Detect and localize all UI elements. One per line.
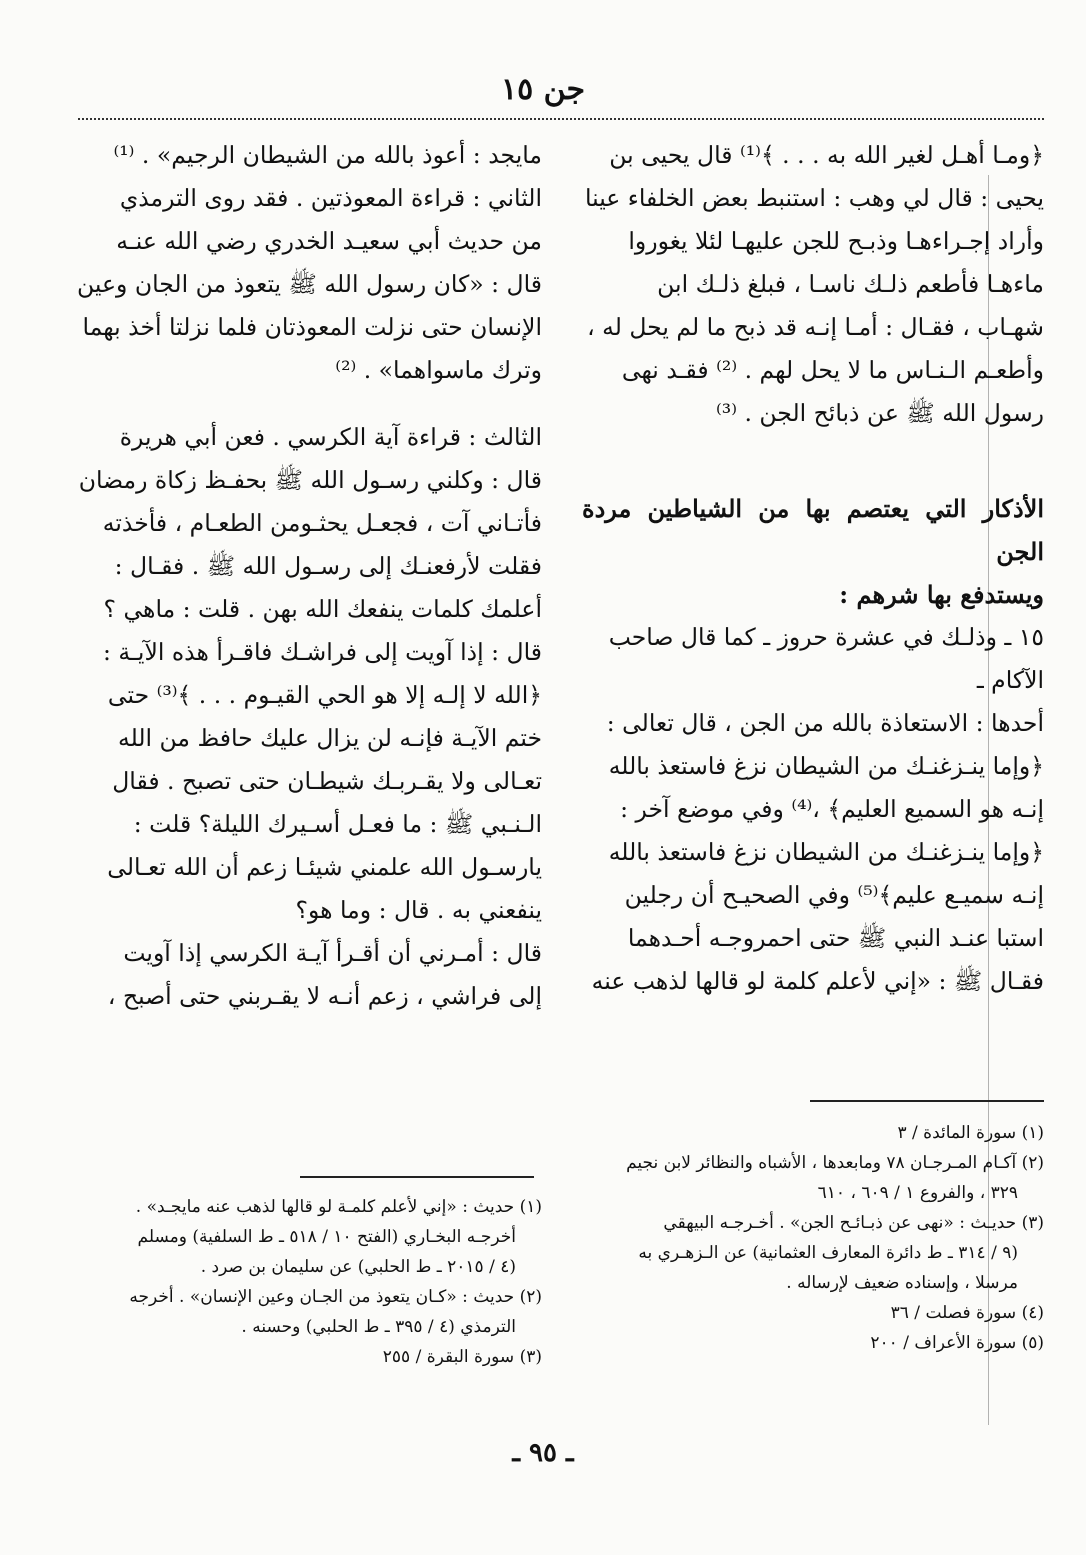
- text-line: ﴿وإما ينـزغنـك من الشيطان نزغ فاستعذ بالله: [608, 838, 1044, 866]
- left-column: [72, 134, 542, 1018]
- text-line: وأطعـم الـنـاس ما لا يحل لهم . ⁽²⁾ فقـد نهى: [621, 356, 1044, 384]
- running-header: جن ١٥: [500, 72, 586, 107]
- text-line: شهـاب ، فقـال : أمـا إنـه قد ذبح ما لم يحل له ،: [587, 313, 1044, 341]
- text-line: الـنـبي ﷺ : ما فعـل أسـيرك الليلة؟ قلت :: [133, 810, 542, 838]
- footnote: (١) سورة المائدة / ٣: [897, 1123, 1044, 1143]
- text-line: استبا عنـد النبي ﷺ حتى احمروجـه أحـدهما: [627, 924, 1044, 952]
- right-para-1: [582, 134, 1044, 435]
- text-line: ماءهـا فأطعم ذلـك ناسـا ، فبلغ ذلـك ابن: [657, 270, 1044, 298]
- text-line: ﴿ومـا أهـل لغير الله به . . . ﴾⁽¹⁾ قال يحيى بن: [609, 141, 1044, 169]
- section-heading: [582, 487, 1044, 616]
- footnote-continuation: مرسلا ، وإسناده ضعيف لإرساله .: [786, 1273, 1018, 1293]
- left-para-3: [72, 932, 542, 1018]
- text-line: مايجد : أعوذ بالله من الشيطان الرجيم» . ⁽¹⁾: [113, 141, 542, 169]
- footnote: (٣) حديـث : «نهى عن ذبـائـح الجن» . أخـرجـه البيهقي: [663, 1213, 1044, 1233]
- footnote-continuation: (٩ / ٣١٤ ـ ط دائرة المعارف العثمانية) عن الـزهـري به: [638, 1243, 1018, 1263]
- right-para-2: [582, 616, 1044, 1003]
- text-line: أحدها : الاستعاذة بالله من الجن ، قال تعالى :: [606, 709, 1044, 737]
- page-number: ـ ٩٥ ـ: [512, 1438, 574, 1468]
- text-line: ﴿الله لا إلـه إلا هو الحي القيـوم . . . ﴾⁽³⁾ حتى: [107, 681, 542, 709]
- footnotes-left: [72, 1192, 542, 1372]
- footnote: (٤) سورة فصلت / ٣٦: [890, 1303, 1044, 1323]
- footnote-continuation: أخرجـه البخـاري (الفتح ١٠ / ٥١٨ ـ ط السلفية) ومسلم: [137, 1227, 516, 1247]
- text-line: قال : إذا آويت إلى فراشـك فاقـرأ هذه الآيـة :: [103, 638, 542, 666]
- text-line: فقلت لأرفعنـك إلى رسـول الله ﷺ . فقـال :: [114, 552, 542, 580]
- text-line: ينفعني به . قال : وما هو؟: [295, 896, 542, 924]
- footnote: (٢) آكـام المـرجـان ٧٨ ومابعدها ، الأشباه والنظائر لابن نجيم: [626, 1153, 1044, 1173]
- text-line: يارسـول الله علمني شيئـا زعم أن الله تعـالى: [107, 853, 542, 881]
- footnote-continuation: الترمذي (٤ / ٣٩٥ ـ ط الحلبي) وحسنه .: [241, 1317, 516, 1337]
- footnote: (٣) سورة البقرة / ٢٥٥: [382, 1347, 542, 1367]
- text-line: الآكام ـ: [976, 666, 1044, 694]
- left-para-2: [72, 416, 542, 932]
- text-line: قال : أمـرني أن أقـرأ آيـة الكرسي إذا آويت: [123, 939, 542, 967]
- footnote-continuation: (٤ / ٢٠١٥ ـ ط الحلبي) عن سليمان بن صرد .: [200, 1257, 516, 1277]
- header-dotted-rule: [78, 118, 1044, 120]
- footnote: (٢) حديث : «كـان يتعوذ من الجـان وعين الإنسان» . أخرجه: [129, 1287, 542, 1307]
- footnote-rule-left: [300, 1176, 534, 1178]
- text-line: رسول الله ﷺ عن ذبائح الجن . ⁽³⁾: [716, 399, 1044, 427]
- text-line: ﴿وإما ينـزغنـك من الشيطان نزغ فاستعذ بالله: [608, 752, 1044, 780]
- text-line: فأتـاني آت ، فجعـل يحثـومن الطعـام ، فأخذته: [102, 509, 542, 537]
- text-line: الإنسان حتى نزلت المعوذتان فلما نزلتا أخذ بهما: [82, 313, 542, 341]
- footnote-rule-right: [810, 1100, 1044, 1102]
- footnotes-right: [582, 1118, 1044, 1358]
- text-line: الثاني : قراءة المعوذتين . فقد روى الترمذي: [119, 184, 542, 212]
- footnote: (١) حديث : «إني لأعلم كلمـة لو قالها لذهب عنه مايجـد» .: [135, 1197, 542, 1217]
- heading-line: ويستدفع بها شرهم :: [839, 580, 1044, 609]
- text-line: إلى فراشي ، زعم أنـه لا يقـربني حتى أصبح ،: [107, 982, 542, 1010]
- text-line: وأراد إجـراءهـا وذبـح للجن عليهـا لئلا يغوروا: [628, 227, 1044, 255]
- right-column: [582, 134, 1044, 1003]
- footnote-continuation: ٣٢٩ ، والفروع ١ / ٦٠٩ ، ٦١٠: [817, 1183, 1018, 1203]
- text-line: ختم الآيـة فإنـه لن يزال عليك حافظ من الله: [117, 724, 542, 752]
- text-line: قال : وكلني رسـول الله ﷺ بحفـظ زكاة رمضان: [78, 466, 542, 494]
- heading-line: الأذكار التي يعتصم بها من الشياطين مردة الجن: [582, 494, 1044, 566]
- text-line: أعلمك كلمات ينفعك الله بهن . قلت : ماهي ؟: [103, 595, 542, 623]
- text-line: قال : «كان رسول الله ﷺ يتعوذ من الجان وعين: [77, 270, 542, 298]
- text-line: وترك ماسواهما» . ⁽²⁾: [335, 356, 542, 384]
- text-line: يحيى : قال لي وهب : استنبط بعض الخلفاء عينا: [584, 184, 1044, 212]
- left-para-1: [72, 134, 542, 392]
- text-line: فقـال ﷺ : «إني لأعلم كلمة لو قالها لذهب عنه: [591, 967, 1044, 995]
- text-line: ١٥ ـ وذلـك في عشرة حروز ـ كما قال صاحب: [608, 623, 1044, 651]
- text-line: من حديث أبي سعيـد الخدري رضي الله عنـه: [116, 227, 542, 255]
- text-line: الثالث : قراءة آية الكرسي . فعن أبي هريرة: [119, 423, 542, 451]
- text-line: تعـالى ولا يقـربـك شيطـان حتى تصبح . فقال: [112, 767, 542, 795]
- footnote: (٥) سورة الأعراف / ٢٠٠: [870, 1333, 1044, 1353]
- text-line: إنـه هو السميع العليم﴾ ،⁽⁴⁾ وفي موضع آخر :: [620, 795, 1044, 823]
- text-line: إنـه سميـع عليم﴾⁽⁵⁾ وفي الصحيـح أن رجلين: [624, 881, 1044, 909]
